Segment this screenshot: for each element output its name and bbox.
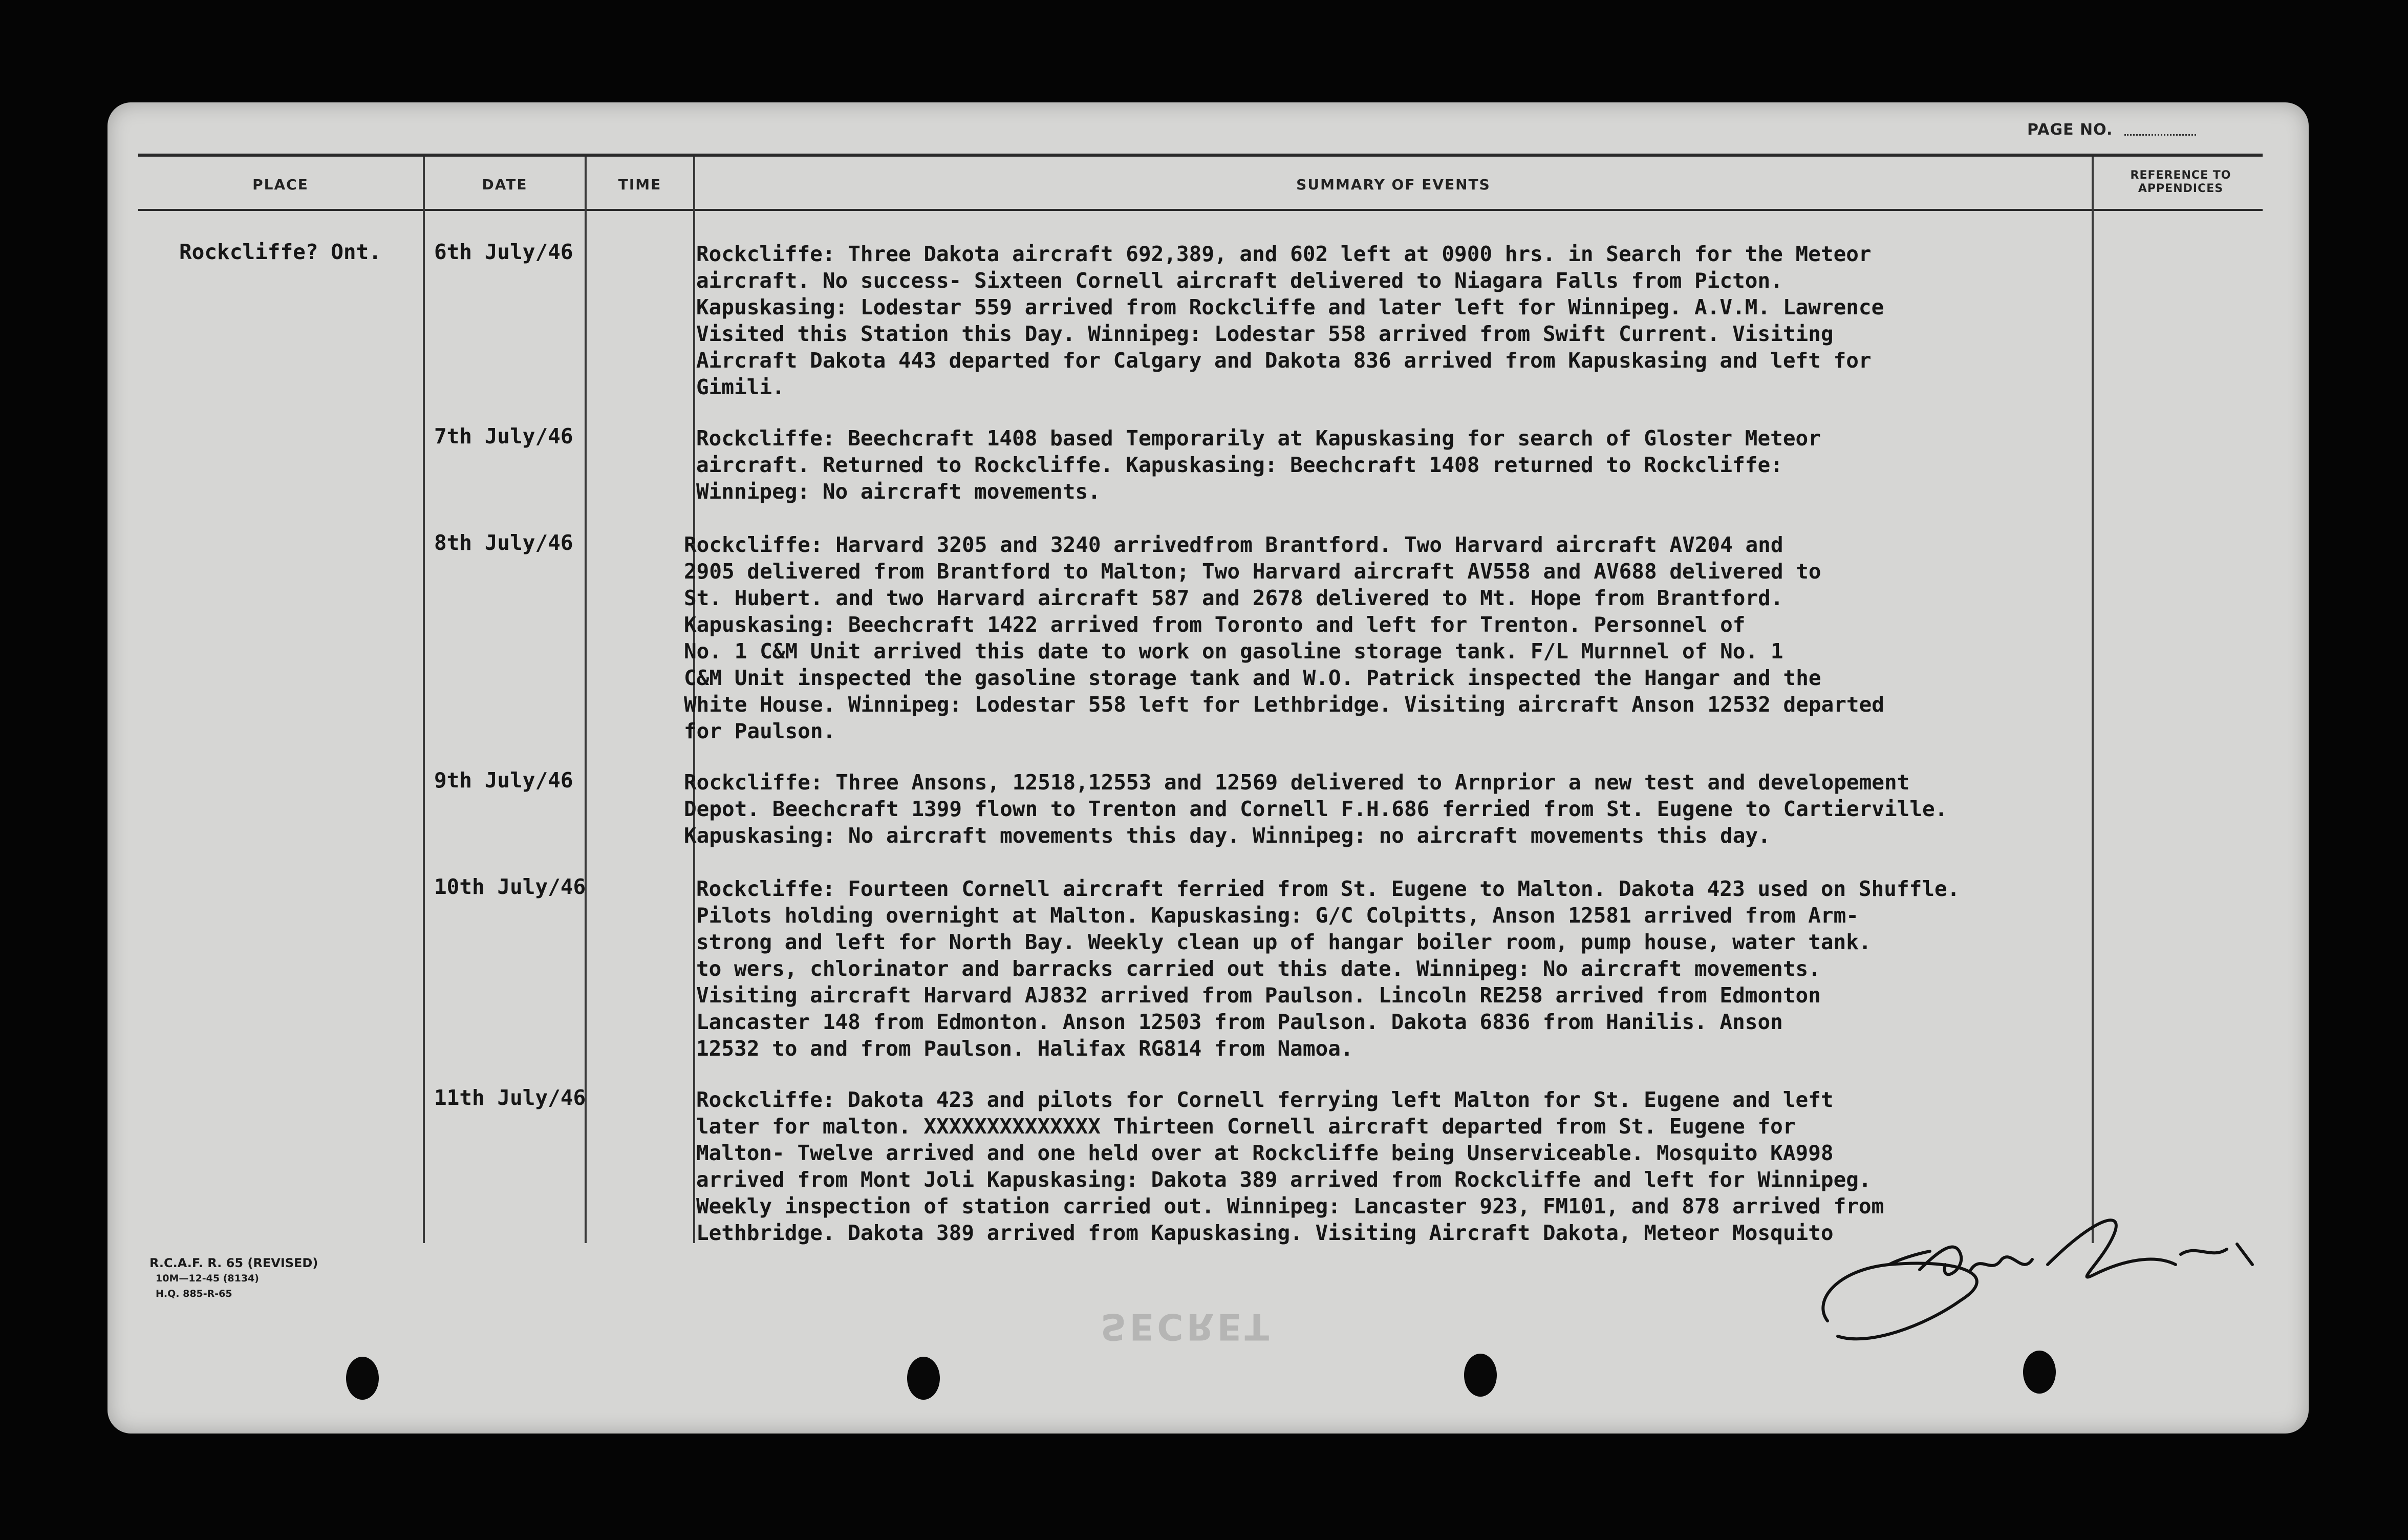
entry-summary: Rockcliffe: Three Ansons, 12518,12553 and 12569 delivered to Arnprior a new test and developement Depot. Beechcraft 1399 flown to Trenton and Cornell F.H.686 ferried from St. Eugene to Cartierville. Kapuskasing: No aircraft movements this day. Winnipeg: no aircraft movements this day. [684,770,1948,848]
table-top-rule [138,154,2263,157]
header-time: TIME [618,176,662,193]
place-cell: Rockcliffe? Ont. [179,240,381,264]
column-divider-place [423,157,425,1243]
binder-hole [1464,1354,1497,1397]
page-number-label: PAGE NO. [2027,121,2113,139]
entry-date: 7th July/46 [434,424,573,448]
entry-summary: Rockcliffe: Three Dakota aircraft 692,389, and 602 left at 0900 hrs. in Search for the Meteor aircraft. No success- Sixteen Cornell aircraft delivered to Niagara Falls from Picton. Kapuskasing: Lodestar 559 arrived from Rockcliffe and later left for Winnipeg. A.V.M. Lawrence Visited this Station this Day. Winnipeg: Lodestar 558 arrived from Swift Current. Visiting Aircraft Dakota 443 departed for Calgary and Dakota 836 arrived from Kapuskasing and left for Gimili. [696,242,1884,399]
column-divider-date [585,157,587,1243]
column-divider-summary [2092,157,2094,1243]
entry-date: 6th July/46 [434,240,573,264]
entry-summary: Rockcliffe: Dakota 423 and pilots for Cornell ferrying left Malton for St. Eugene and left later for malton. XXXXXXXXXXXXXX Thirteen Cornell aircraft departed from St. Eugene for Malton- Twelve arrived and one held over at Rockcliffe being Unserviceable. Mosquito KA998 arrived from Mont Joli Kapuskasing: Dakota 389 arrived from Rockcliffe and left for Winnipeg. Weekly inspection of station carried out. Winnipeg: Lancaster 923, FM101, and 878 arrived from Lethbridge. Dakota 389 arrived from Kapuskasing. Visiting Aircraft Dakota, Meteor Mosquito [696,1087,1884,1245]
form-print-code: 10M—12-45 (8134) [156,1273,259,1284]
header-reference: REFERENCE TO APPENDICES [2130,169,2231,195]
entry-summary: Rockcliffe: Beechcraft 1408 based Temporarily at Kapuskasing for search of Gloster Meteor aircraft. Returned to Rockcliffe. Kapuskasing: Beechcraft 1408 returned to Rockcliffe: Winnipeg: No aircraft movements. [696,426,1821,504]
handwritten-signature [1807,1198,2268,1367]
header-bottom-rule [138,209,2263,211]
page-number-blank [2124,134,2196,136]
binder-hole [907,1357,940,1400]
header-summary: SUMMARY OF EVENTS [1296,176,1491,193]
entry-summary: Rockcliffe: Harvard 3205 and 3240 arrivedfrom Brantford. Two Harvard aircraft AV204 and 2905 delivered from Brantford to Malton; Two Harvard aircraft AV558 and AV688 delivered to St. Hubert. and two Harvard aircraft 587 and 2678 delivered to Mt. Hope from Brantford. Kapuskasing: Beechcraft 1422 arrived from Toronto and left for Trenton. Personnel of No. 1 C&M Unit arrived this date to work on gasoline storage tank. F/L Murnnel of No. 1 C&M Unit inspected the gasoline storage tank and W.O. Patrick inspected the Hangar and the White House. Winnipeg: Lodestar 558 left for Lethbridge. Visiting aircraft Anson 12532 departed for Paulson. [684,532,1884,743]
entry-date: 11th July/46 [434,1085,586,1110]
form-number: R.C.A.F. R. 65 (REVISED) [149,1256,318,1270]
entry-summary: Rockcliffe: Fourteen Cornell aircraft ferried from St. Eugene to Malton. Dakota 423 used on Shuffle. Pilots holding overnight at Malton. Kapuskasing: G/C Colpitts, Anson 12581 arrived from Arm- strong and left for North Bay. Weekly clean up of hangar boiler room, pump house, water tank. to wers, chlorinator and barracks carried out this date. Winnipeg: No aircraft movements. Visiting aircraft Harvard AJ832 arrived from Paulson. Lincoln RE258 arrived from Edmonton Lancaster 148 from Edmonton. Anson 12503 from Paulson. Dakota 6836 from Hanilis. Anson 12532 to and from Paulson. Halifax RG814 from Namoa. [696,876,1960,1061]
entry-date: 8th July/46 [434,530,573,555]
form-identifier [149,1255,318,1301]
entry-date: 10th July/46 [434,874,586,899]
header-date: DATE [482,176,528,193]
form-hq-code: H.Q. 885-R-65 [156,1288,232,1299]
entry-date: 9th July/46 [434,768,573,793]
binder-hole [346,1357,379,1400]
faint-stamp-text: SECRET [1101,1306,1273,1348]
header-place: PLACE [252,176,309,193]
